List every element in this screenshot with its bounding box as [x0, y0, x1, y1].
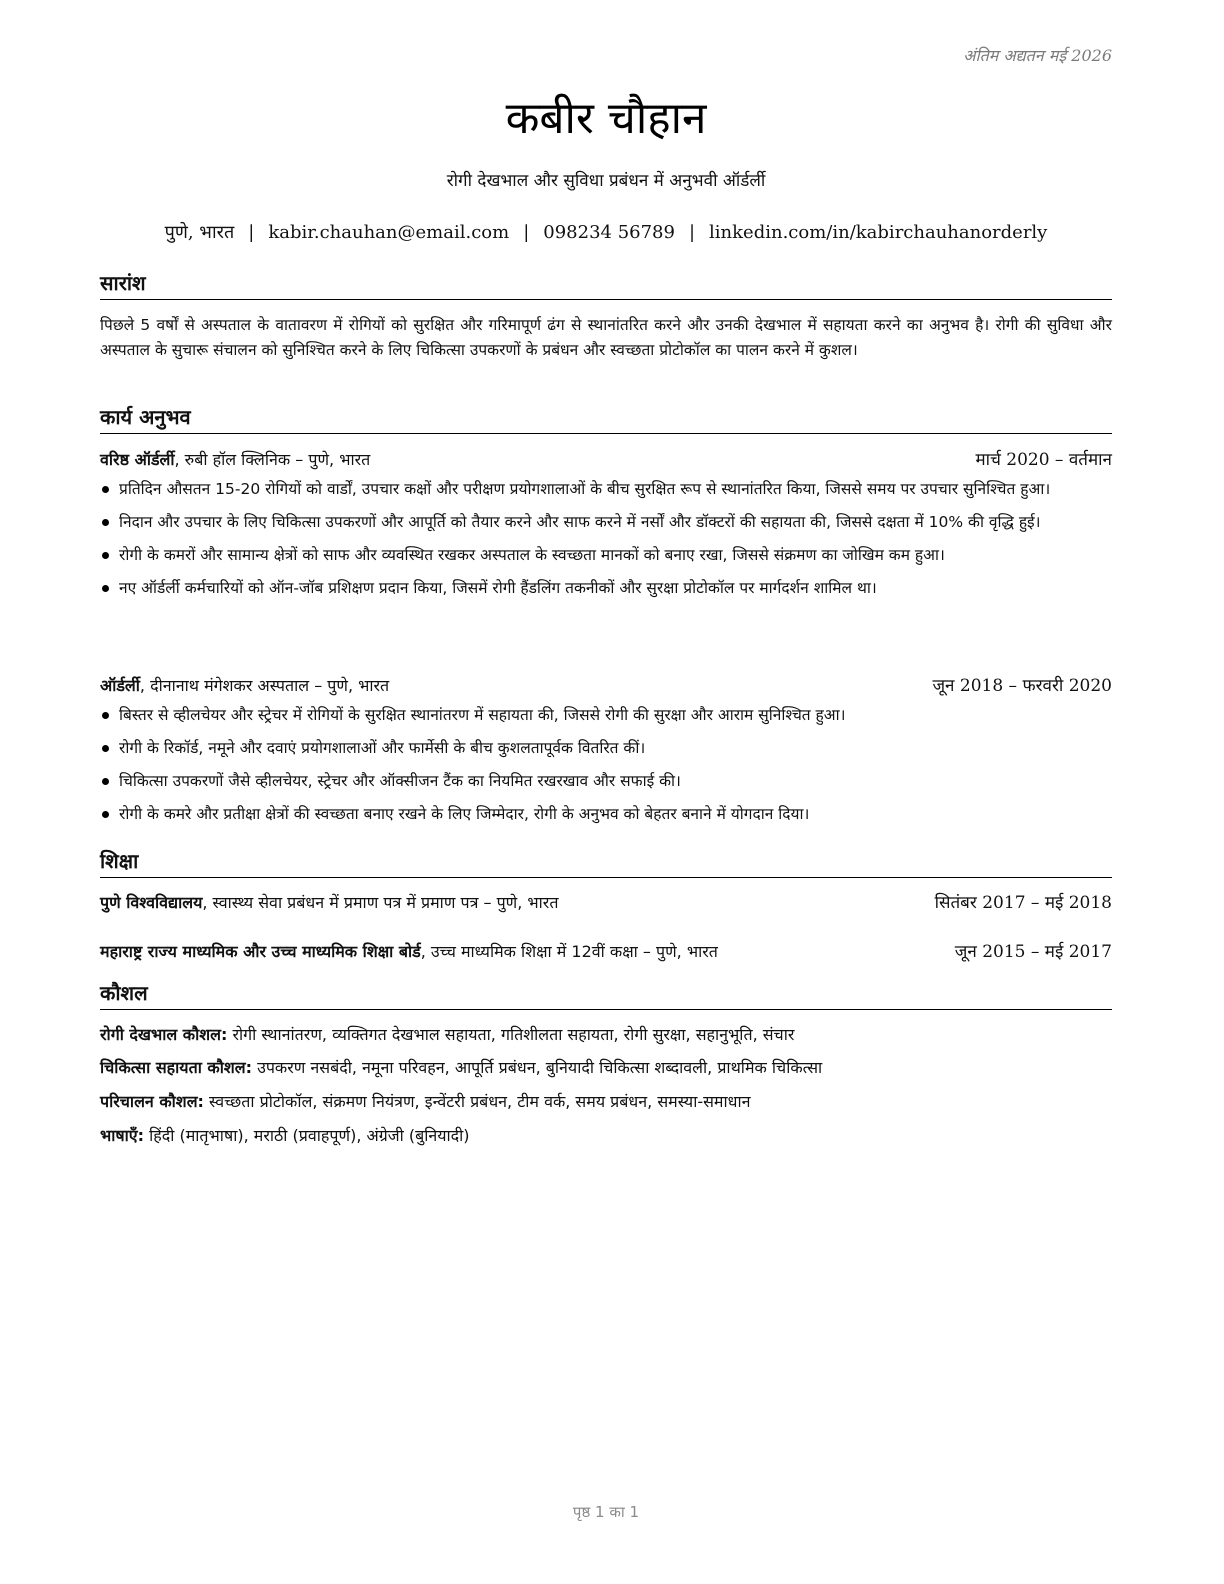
- section-heading-summary: सारांश: [100, 270, 1112, 300]
- job-org: , रुबी हॉल क्लिनिक – पुणे, भारत: [174, 450, 371, 469]
- job-org: , दीनानाथ मंगेशकर अस्पताल – पुणे, भारत: [139, 676, 390, 695]
- contact-phone[interactable]: 098234 56789: [543, 222, 675, 243]
- bullet-text: बिस्तर से व्हीलचेयर और स्ट्रेचर में रोगियों के सुरक्षित स्थानांतरण में सहायता की, जिससे रोगी की सुरक्षा और आराम सुनिश्चित हुआ।: [119, 706, 846, 724]
- bullet-dot-icon: [102, 486, 109, 493]
- candidate-tagline: रोगी देखभाल और सुविधा प्रबंधन में अनुभवी ऑर्डर्ली: [446, 171, 766, 191]
- list-item: [100, 543, 1112, 567]
- bullet-dot-icon: [102, 745, 109, 752]
- contact-separator: |: [248, 222, 255, 243]
- skill-label: परिचालन कौशल:: [100, 1092, 204, 1111]
- education-entry: [100, 891, 1112, 915]
- education-institution: पुणे विश्वविद्यालय: [100, 893, 203, 912]
- skill-value: रोगी स्थानांतरण, व्यक्तिगत देखभाल सहायता, गतिशीलता सहायता, रोगी सुरक्षा, सहानुभूति, संचार: [227, 1025, 795, 1044]
- contact-linkedin[interactable]: linkedin.com/in/kabirchauhanorderly: [709, 222, 1048, 243]
- skill-label: भाषाएँ:: [100, 1126, 145, 1145]
- bullet-text: रोगी के कमरों और सामान्य क्षेत्रों को साफ और व्यवस्थित रखकर अस्पताल के स्वच्छता मानकों को बनाए रखा, जिससे संक्रमण का जोखिम कम हुआ।: [119, 546, 945, 564]
- bullet-text: रोगी के रिकॉर्ड, नमूने और दवाएं प्रयोगशालाओं और फार्मेसी के बीच कुशलतापूर्वक वितरित कीं।: [119, 739, 646, 757]
- bullet-text: रोगी के कमरे और प्रतीक्षा क्षेत्रों की स्वच्छता बनाए रखने के लिए जिम्मेदार, रोगी के अनुभव को बेहतर बनाने में योगदान दिया।: [119, 805, 810, 823]
- skill-label: रोगी देखभाल कौशल:: [100, 1025, 228, 1044]
- resume-page: [100, 0, 1112, 1584]
- skill-label: चिकित्सा सहायता कौशल:: [100, 1058, 252, 1077]
- bullet-text: प्रतिदिन औसतन 15-20 रोगियों को वार्डों, उपचार कक्षों और परीक्षण प्रयोगशालाओं के बीच सुरक्षित रूप से स्थानांतरित किया, जिससे समय पर उपचार सुनिश्चित हुआ।: [119, 480, 1051, 498]
- bullet-dot-icon: [102, 811, 109, 818]
- bullet-dot-icon: [102, 778, 109, 785]
- bullet-dot-icon: [102, 552, 109, 559]
- list-item: [100, 736, 1112, 760]
- job-bullets: [100, 703, 1112, 835]
- list-item: [100, 510, 1112, 534]
- bullet-dot-icon: [102, 712, 109, 719]
- list-item: [100, 703, 1112, 727]
- skill-line: [100, 1124, 1112, 1148]
- contact-email[interactable]: kabir.chauhan@email.com: [268, 222, 510, 243]
- last-updated-note: अंतिम अद्यतन मई 2026: [963, 46, 1112, 65]
- list-item: [100, 769, 1112, 793]
- skill-value: हिंदी (मातृभाषा), मराठी (प्रवाहपूर्ण), अंग्रेजी (बुनियादी): [144, 1126, 470, 1145]
- contact-line: [100, 220, 1112, 244]
- education-detail: , उच्च माध्यमिक शिक्षा में 12वीं कक्षा – पुणे, भारत: [420, 942, 718, 961]
- bullet-dot-icon: [102, 585, 109, 592]
- job-header: [100, 448, 1112, 472]
- bullet-text: नए ऑर्डर्ली कर्मचारियों को ऑन-जॉब प्रशिक्षण प्रदान किया, जिसमें रोगी हैंडलिंग तकनीकों और सुरक्षा प्रोटोकॉल पर मार्गदर्शन शामिल था।: [119, 579, 877, 597]
- skill-value: उपकरण नसबंदी, नमूना परिवहन, आपूर्ति प्रबंधन, बुनियादी चिकित्सा शब्दावली, प्राथमिक चिकित्सा: [251, 1058, 823, 1077]
- education-dates: सितंबर 2017 – मई 2018: [934, 893, 1112, 913]
- education-detail: , स्वास्थ्य सेवा प्रबंधन में प्रमाण पत्र में प्रमाण पत्र – पुणे, भारत: [202, 893, 559, 912]
- education-entry: [100, 940, 1112, 964]
- job-title: ऑर्डर्ली: [100, 676, 140, 695]
- contact-location: पुणे, भारत: [164, 222, 235, 243]
- job-bullets: [100, 477, 1112, 609]
- candidate-name: कबीर चौहान: [505, 93, 707, 144]
- job-header: [100, 674, 1112, 698]
- job-dates: मार्च 2020 – वर्तमान: [975, 450, 1112, 470]
- list-item: [100, 802, 1112, 826]
- job-dates: जून 2018 – फरवरी 2020: [932, 676, 1112, 696]
- section-heading-skills: कौशल: [100, 980, 1112, 1010]
- summary-text: पिछले 5 वर्षों से अस्पताल के वातावरण में रोगियों को सुरक्षित और गरिमापूर्ण ढंग से स्थानांतरित करने और उनकी देखभाल में सहायता करने का अनुभव है। रोगी की सुविधा और अस्पताल के सुचारू संचालन को सुनिश्चित करने के लिए चिकित्सा उपकरणों के प्रबंधन और स्वच्छता प्रोटोकॉल का पालन करने में कुशल।: [100, 316, 1112, 359]
- section-heading-experience: कार्य अनुभव: [100, 404, 1112, 434]
- page-number: पृष्ठ 1 का 1: [572, 1503, 640, 1521]
- bullet-dot-icon: [102, 519, 109, 526]
- skill-line: [100, 1090, 1112, 1114]
- bullet-text: निदान और उपचार के लिए चिकित्सा उपकरणों और आपूर्ति को तैयार करने और साफ करने में नर्सों और डॉक्टरों की सहायता की, जिससे दक्षता में 10% की वृद्धि हुई।: [119, 513, 1041, 531]
- list-item: [100, 576, 1112, 600]
- skill-value: स्वच्छता प्रोटोकॉल, संक्रमण नियंत्रण, इन्वेंटरी प्रबंधन, टीम वर्क, समय प्रबंधन, समस्या-समाधान: [203, 1092, 751, 1111]
- skill-line: [100, 1056, 1112, 1080]
- skill-line: [100, 1023, 1112, 1047]
- job-title: वरिष्ठ ऑर्डर्ली: [100, 450, 175, 469]
- section-heading-education: शिक्षा: [100, 848, 1112, 878]
- contact-separator: |: [688, 222, 696, 243]
- education-institution: महाराष्ट्र राज्य माध्यमिक और उच्च माध्यमिक शिक्षा बोर्ड: [100, 942, 421, 961]
- contact-separator: |: [523, 222, 530, 243]
- education-dates: जून 2015 – मई 2017: [954, 942, 1112, 962]
- list-item: [100, 477, 1112, 501]
- bullet-text: चिकित्सा उपकरणों जैसे व्हीलचेयर, स्ट्रेचर और ऑक्सीजन टैंक का नियमित रखरखाव और सफाई की।: [119, 772, 681, 790]
